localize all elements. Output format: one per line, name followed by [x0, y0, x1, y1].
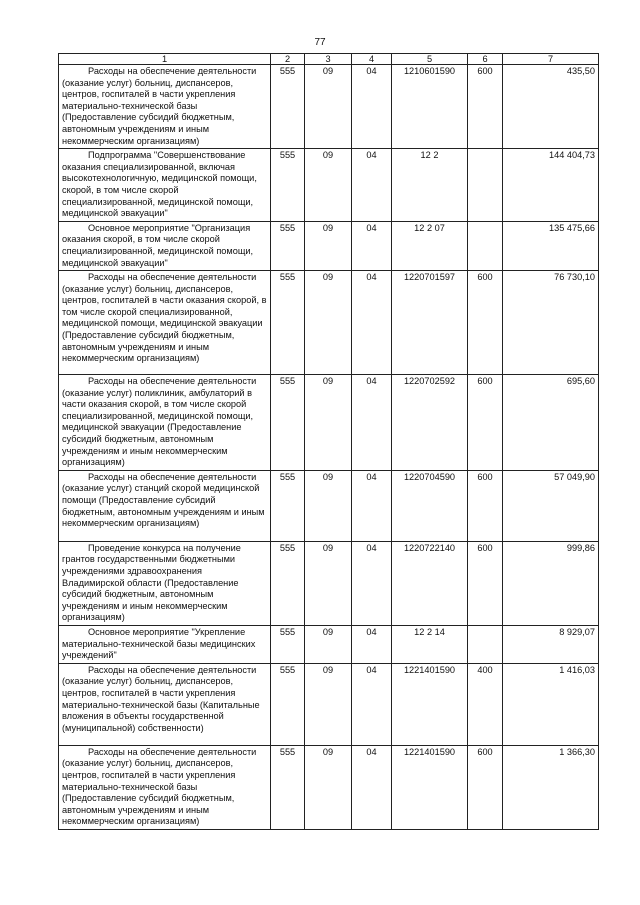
header-row	[59, 54, 599, 65]
cell-expense-type: 600	[468, 65, 503, 149]
cell-target-article: 1221401590	[392, 663, 468, 745]
row-description: Основное мероприятие "Укрепление материально-технической базы медицинских учреждений"	[59, 626, 271, 664]
row-description: Основное мероприятие "Организация оказания скорой, в том числе скорой специализированной, медицинской помощи, медицинской эвакуации"	[59, 221, 271, 270]
cell-subsection: 04	[352, 375, 392, 471]
cell-target-article: 1220704590	[392, 470, 468, 541]
table-row	[59, 149, 599, 222]
column-header: 6	[468, 54, 503, 65]
cell-section: 09	[305, 663, 352, 745]
cell-expense-type: 400	[468, 663, 503, 745]
cell-section: 09	[305, 65, 352, 149]
cell-amount: 8 929,07	[503, 626, 599, 664]
cell-section: 09	[305, 221, 352, 270]
row-description: Проведение конкурса на получение грантов государственными бюджетными учреждениями здравоохранения Владимирской области (Предоставление субсидий бюджетным, автономным учреждениям и иным некоммерческим организациям)	[59, 541, 271, 625]
cell-target-article: 1221401590	[392, 745, 468, 829]
column-header: 7	[503, 54, 599, 65]
row-description: Расходы на обеспечение деятельности (оказание услуг) поликлиник, амбулаторий в части оказания скорой, в том числе скорой специализированной, медицинской помощи, медицинской эвакуации (Предоставление субсидий бюджетным, автономным учреждениям и иным некоммерческим организациям)	[59, 375, 271, 471]
cell-subsection: 04	[352, 626, 392, 664]
row-description: Расходы на обеспечение деятельности (оказание услуг) больниц, диспансеров, центров, госпиталей в части оказания скорой, в том числе скорой специализированной, медицинской помощи, медицинской эвакуации (Предоставление субсидий бюджетным, автономным учреждениям и иным некоммерческим организациям)	[59, 271, 271, 375]
cell-expense-type	[468, 221, 503, 270]
row-description: Расходы на обеспечение деятельности (оказание услуг) станций скорой медицинской помощи (Предоставление субсидий бюджетным, автономным учреждениям и иным некоммерческим организациям)	[59, 470, 271, 541]
table-row	[59, 541, 599, 625]
cell-section: 09	[305, 149, 352, 222]
cell-ministry: 555	[271, 663, 305, 745]
cell-subsection: 04	[352, 221, 392, 270]
cell-expense-type: 600	[468, 541, 503, 625]
table-row	[59, 745, 599, 829]
cell-ministry: 555	[271, 221, 305, 270]
cell-amount: 135 475,66	[503, 221, 599, 270]
cell-amount: 76 730,10	[503, 271, 599, 375]
cell-section: 09	[305, 745, 352, 829]
cell-expense-type	[468, 626, 503, 664]
table-row	[59, 221, 599, 270]
row-description: Расходы на обеспечение деятельности (оказание услуг) больниц, диспансеров, центров, госпиталей в части укрепления материально-технической базы (Предоставление субсидий бюджетным, автономным учреждениям и иным некоммерческим организациям)	[59, 65, 271, 149]
cell-section: 09	[305, 271, 352, 375]
cell-expense-type: 600	[468, 271, 503, 375]
cell-subsection: 04	[352, 541, 392, 625]
cell-section: 09	[305, 541, 352, 625]
table-row	[59, 375, 599, 471]
cell-ministry: 555	[271, 149, 305, 222]
cell-target-article: 1220722140	[392, 541, 468, 625]
cell-ministry: 555	[271, 541, 305, 625]
cell-amount: 1 366,30	[503, 745, 599, 829]
cell-ministry: 555	[271, 65, 305, 149]
column-header: 3	[305, 54, 352, 65]
column-header: 1	[59, 54, 271, 65]
cell-target-article: 1220701597	[392, 271, 468, 375]
cell-target-article: 1210601590	[392, 65, 468, 149]
table-row	[59, 626, 599, 664]
row-description: Подпрограмма "Совершенствование оказания специализированной, включая высокотехнологичную, медицинской помощи, скорой, в том числе скорой специализированной, медицинской помощи, медицинской эвакуации"	[59, 149, 271, 222]
cell-target-article: 12 2 14	[392, 626, 468, 664]
cell-expense-type: 600	[468, 745, 503, 829]
column-header: 5	[392, 54, 468, 65]
cell-ministry: 555	[271, 745, 305, 829]
cell-expense-type: 600	[468, 470, 503, 541]
cell-amount: 1 416,03	[503, 663, 599, 745]
cell-target-article: 1220702592	[392, 375, 468, 471]
cell-amount: 57 049,90	[503, 470, 599, 541]
cell-target-article: 12 2 07	[392, 221, 468, 270]
cell-subsection: 04	[352, 149, 392, 222]
cell-section: 09	[305, 375, 352, 471]
cell-ministry: 555	[271, 375, 305, 471]
row-description: Расходы на обеспечение деятельности (оказание услуг) больниц, диспансеров, центров, госпиталей в части укрепления материально-технической базы (Капитальные вложения в объекты государственной (муниципальной) собственности)	[59, 663, 271, 745]
cell-amount: 695,60	[503, 375, 599, 471]
cell-section: 09	[305, 470, 352, 541]
column-header: 2	[271, 54, 305, 65]
cell-expense-type: 600	[468, 375, 503, 471]
cell-section: 09	[305, 626, 352, 664]
table-row	[59, 65, 599, 149]
column-header: 4	[352, 54, 392, 65]
table-row	[59, 271, 599, 375]
row-description: Расходы на обеспечение деятельности (оказание услуг) больниц, диспансеров, центров, госпиталей в части укрепления материально-технической базы (Предоставление субсидий бюджетным, автономным учреждениям и иным некоммерческим организациям)	[59, 745, 271, 829]
cell-subsection: 04	[352, 65, 392, 149]
cell-subsection: 04	[352, 745, 392, 829]
cell-subsection: 04	[352, 271, 392, 375]
table-row	[59, 470, 599, 541]
cell-subsection: 04	[352, 470, 392, 541]
cell-subsection: 04	[352, 663, 392, 745]
table-row	[59, 663, 599, 745]
cell-amount: 999,86	[503, 541, 599, 625]
cell-amount: 435,50	[503, 65, 599, 149]
cell-expense-type	[468, 149, 503, 222]
cell-ministry: 555	[271, 626, 305, 664]
cell-amount: 144 404,73	[503, 149, 599, 222]
cell-target-article: 12 2	[392, 149, 468, 222]
page-number: 77	[314, 37, 326, 48]
cell-ministry: 555	[271, 271, 305, 375]
budget-table	[58, 53, 599, 830]
cell-ministry: 555	[271, 470, 305, 541]
